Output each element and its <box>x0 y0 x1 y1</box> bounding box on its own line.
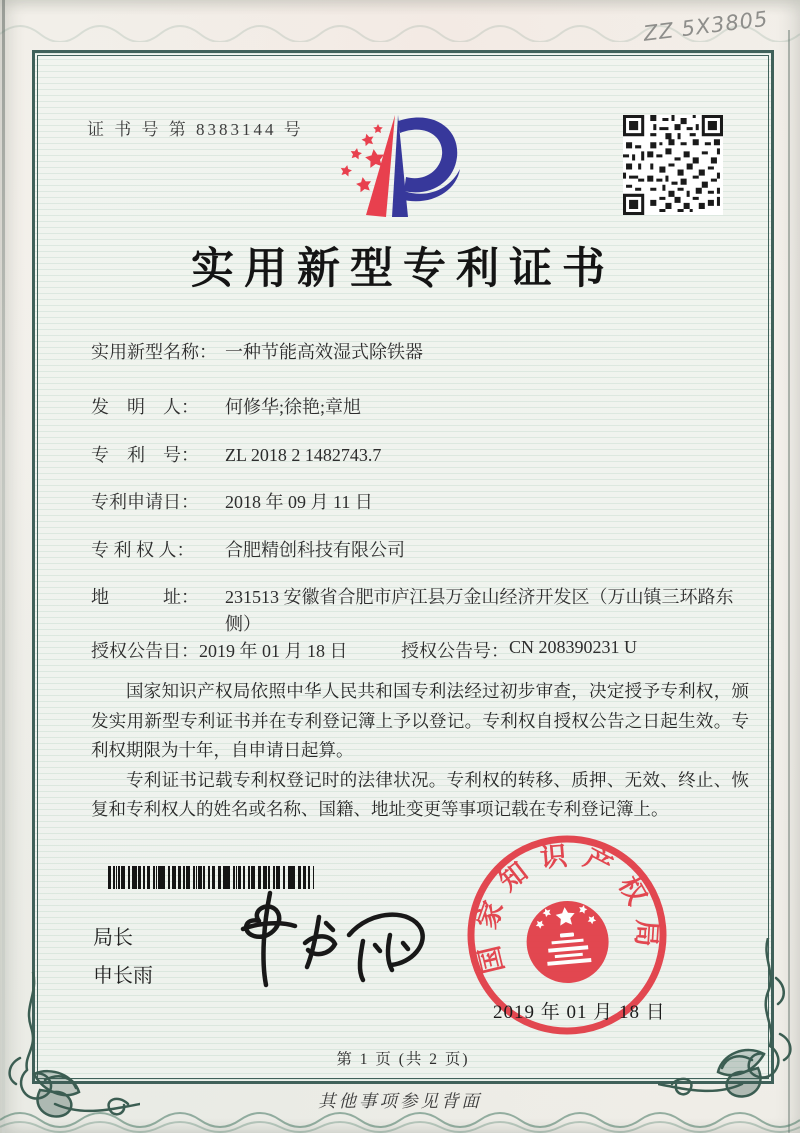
grant-number <box>401 637 637 663</box>
field-value: 何修华;徐艳;章旭 <box>225 397 362 417</box>
field-label: 专 利 号： <box>91 445 199 465</box>
legal-text <box>91 677 749 825</box>
grant-number-label: 授权公告号： <box>401 641 509 661</box>
field-address <box>91 584 739 638</box>
qr-code-icon <box>623 115 723 215</box>
field-label: 发 明 人： <box>91 397 199 417</box>
issuer-title: 局长 <box>93 927 133 949</box>
grant-number-value: CN 208390231 U <box>509 637 638 657</box>
grant-row <box>91 637 637 663</box>
footer-note: 其他事项参见背面 <box>318 1091 482 1111</box>
cnipa-logo-icon <box>334 107 466 227</box>
field-value: 合肥精创科技有限公司 <box>225 540 405 560</box>
field-label: 地 址： <box>91 587 199 607</box>
seal-text: 国家知识产权局 <box>470 839 663 977</box>
grant-date-value: 2019 年 01 月 18 日 <box>199 641 348 661</box>
grant-date <box>91 637 401 663</box>
field-label: 专利申请日： <box>91 492 199 512</box>
field-value: 231513 安徽省合肥市庐江县万金山经济开发区（万山镇三环路东侧） <box>225 587 734 634</box>
field-patent-number <box>91 442 739 469</box>
seal-date: 2019 年 01 月 18 日 <box>493 1002 666 1023</box>
grant-date-label: 授权公告日： <box>91 641 199 661</box>
field-utility-model-name <box>91 339 739 366</box>
legal-paragraph-2: 专利证书记载专利权登记时的法律状况。专利权的转移、质押、无效、终止、恢复和专利权人的姓名或名称、国籍、地址变更等事项记载在专利登记簿上。 <box>91 769 749 819</box>
page-edge-left <box>2 0 5 1133</box>
national-emblem-icon <box>523 898 612 987</box>
issuer-name: 申长雨 <box>93 965 153 987</box>
field-value: ZL 2018 2 1482743.7 <box>225 445 382 465</box>
field-label: 实用新型名称： <box>91 342 217 362</box>
field-inventors <box>91 394 739 421</box>
certificate-title: 实用新型专利证书 <box>191 246 615 293</box>
page-number: 第 1 页 (共 2 页) <box>336 1051 470 1068</box>
field-label: 专 利 权 人： <box>91 540 195 560</box>
legal-paragraph-1: 国家知识产权局依照中华人民共和国专利法经过初步审查，决定授予专利权，颁发实用新型专利证书并在专利登记簿上予以登记。专利权自授权公告之日起生效。专利权期限为十年，自申请日起算。 <box>91 681 749 760</box>
field-application-date <box>91 489 739 516</box>
field-patentee <box>91 537 739 564</box>
pencil-annotation: ZZ 5X3805 <box>642 6 770 46</box>
signature-icon <box>213 881 443 1011</box>
field-value: 2018 年 09 月 11 日 <box>225 492 373 512</box>
certificate-number: 证 书 号 第 8383144 号 <box>87 120 304 139</box>
certificate-frame <box>32 50 774 1084</box>
field-value: 一种节能高效湿式除铁器 <box>225 342 423 362</box>
